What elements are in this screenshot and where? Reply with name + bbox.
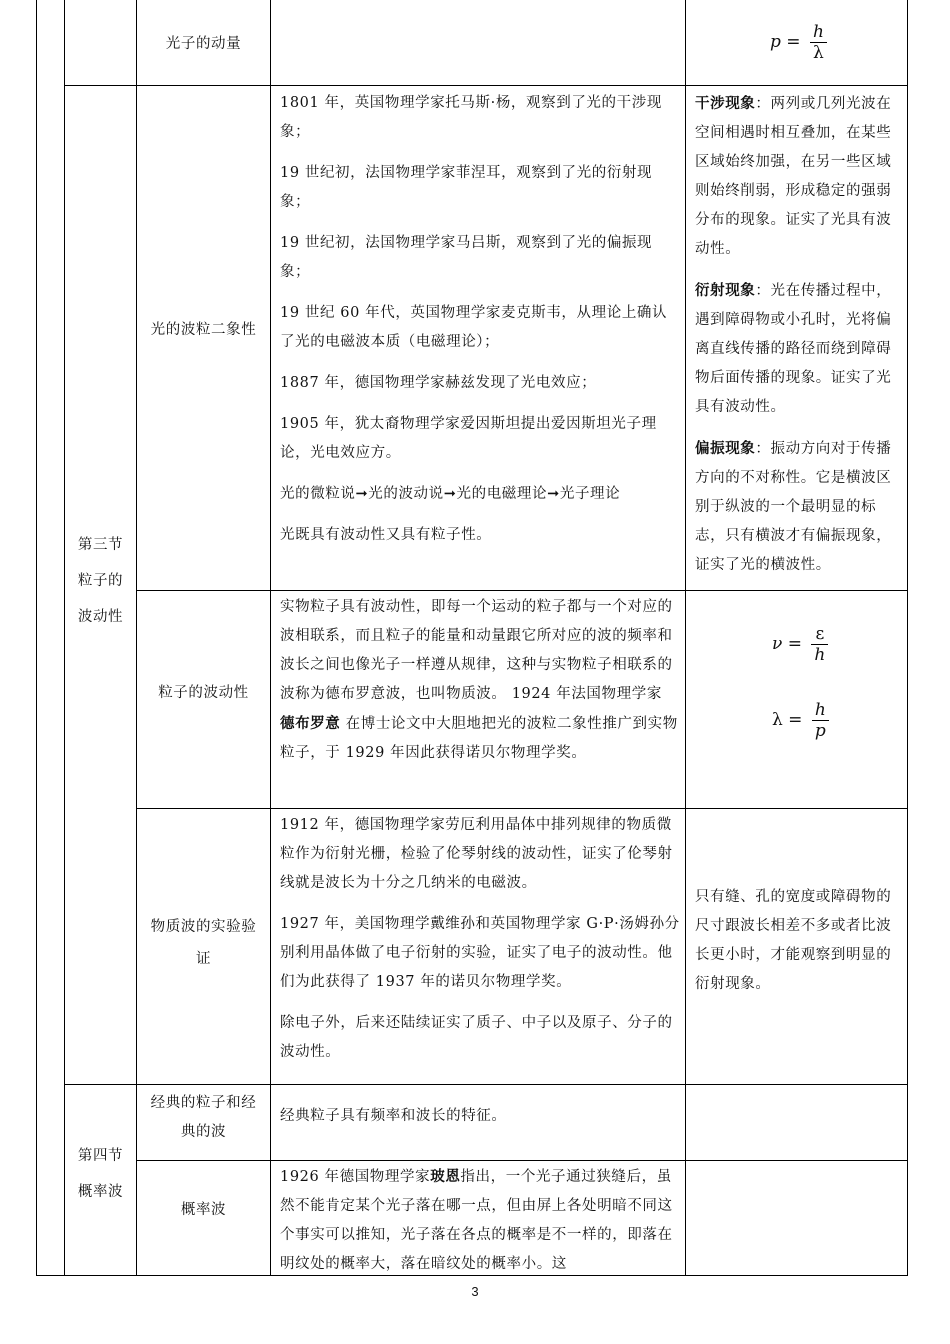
- topic-wave-particle-duality: 光的波粒二象性: [150, 322, 257, 338]
- formula-frequency: ν = $\frac{\varepsilon}{h}$: [772, 624, 828, 665]
- formula-denominator: λ: [813, 43, 824, 63]
- topic-photon-momentum: 光子的动量: [165, 36, 242, 52]
- table-border-bottom: [36, 1275, 908, 1276]
- history-paragraph: 光既具有波动性又具有粒子性。: [280, 527, 492, 543]
- row-divider: [136, 808, 907, 809]
- table-border-left: [36, 0, 37, 1276]
- note-diffraction: 衍射现象：光在传播过程中，遇到障碍物或小孔时，光将偏离直线传播的路径而绕到障碍物后面传播的现象。证实了光具有波动性。: [695, 282, 892, 415]
- topic-probability-wave: 概率波: [180, 1202, 227, 1218]
- duality-history: [280, 89, 680, 550]
- note-polarization: 偏振现象：振动方向对于传播方向的不对称性。它是横波区别于纵波的一个最明显的标志，只有横波才有偏振现象，证实了光的横波性。: [695, 440, 892, 573]
- page-number: 3: [471, 1284, 479, 1299]
- matter-wave-paragraph: 除电子外，后来还陆续证实了质子、中子以及原子、分子的波动性。: [280, 1015, 673, 1060]
- history-paragraph: 1801 年，英国物理学家托马斯·杨，观察到了光的干涉现象；: [280, 95, 662, 140]
- row-divider: [136, 590, 907, 591]
- particle-wave-text: 实物粒子具有波动性，即每一个运动的粒子都与一个对应的波相联系，而且粒子的能量和动量跟它所对应的波的频率和波长之间也像光子一样遵从规律，这种与实物粒子相联系的波称为德布罗意波，也叫物质波。 1924 年法国物理学家 德布罗意 在博士论文中大胆地把光的波粒二象性推广到实物粒子，于 1929 年因此获得诺贝尔物理学奖。: [280, 599, 678, 761]
- note-interference: 干涉现象：两列或几列光波在空间相遇时相互叠加，在某些区域始终加强，在另一些区域则始终削弱，形成稳定的强弱分布的现象。证实了光具有波动性。: [695, 95, 892, 257]
- matter-wave-paragraph: 1927 年，美国物理学戴维孙和英国物理学家 G·P·汤姆孙分别利用晶体做了电子衍射的实验，证实了电子的波动性。他们为此获得了 1937 年的诺贝尔物理学奖。: [280, 916, 680, 990]
- formula-lhs: p =: [770, 32, 801, 52]
- formula-photon-momentum: [770, 22, 827, 63]
- history-paragraph: 1905 年，犹太裔物理学家爱因斯坦提出爱因斯坦光子理论，光电效应方。: [280, 416, 657, 461]
- section-4-label: 第四节 概率波: [77, 1148, 124, 1200]
- topic-matter-wave-verification: 物质波的实验验 证: [150, 919, 257, 967]
- row-divider: [64, 85, 907, 86]
- matter-wave-paragraph: 1912 年，德国物理学家劳厄利用晶体中排列规律的物质微粒作为衍射光栅，检验了伦琴射线的波动性，证实了伦琴射线就是波长为十分之几纳米的电磁波。: [280, 817, 673, 891]
- topic-classic-particle-wave: 经典的粒子和经 典的波: [150, 1095, 257, 1140]
- history-paragraph: 光的微粒说➞光的波动说➞光的电磁理论➞光子理论: [280, 486, 621, 502]
- history-paragraph: 1887 年，德国物理学家赫兹发现了光电效应；: [280, 375, 597, 391]
- formula-wavelength: λ = $\frac{h}{p}$: [772, 700, 829, 741]
- probability-text: 1926 年德国物理学家玻恩指出，一个光子通过狭缝后，虽然不能肯定某个光子落在哪一点，但由屏上各处明暗不同这个事实可以推知，光子落在各点的概率是不一样的，即落在明纹处的概率大，落在暗纹处的概率小。这: [280, 1168, 673, 1272]
- history-paragraph: 19 世纪初，法国物理学家马吕斯，观察到了光的偏振现象；: [280, 235, 653, 280]
- duality-notes: [695, 89, 901, 580]
- matter-wave-text: [280, 811, 680, 1067]
- classic-text: 经典粒子具有频率和波长的特征。: [280, 1108, 507, 1124]
- history-paragraph: 19 世纪 60 年代，英国物理学家麦克斯韦，从理论上确认了光的电磁波本质（电磁理论）；: [280, 305, 668, 350]
- table-border-right: [907, 0, 908, 1276]
- history-paragraph: 19 世纪初，法国物理学家菲涅耳，观察到了光的衍射现象；: [280, 165, 653, 210]
- row-divider: [64, 1084, 907, 1085]
- topic-particle-wave-nature: 粒子的波动性: [158, 685, 249, 701]
- matter-wave-note: 只有缝、孔的宽度或障碍物的尺寸跟波长相差不多或者比波长更小时，才能观察到明显的衍射现象。: [695, 889, 892, 992]
- row-divider: [136, 1160, 907, 1161]
- section-3-label: 第三节 粒子的 波动性: [77, 537, 124, 625]
- formula-numerator: h: [812, 22, 824, 42]
